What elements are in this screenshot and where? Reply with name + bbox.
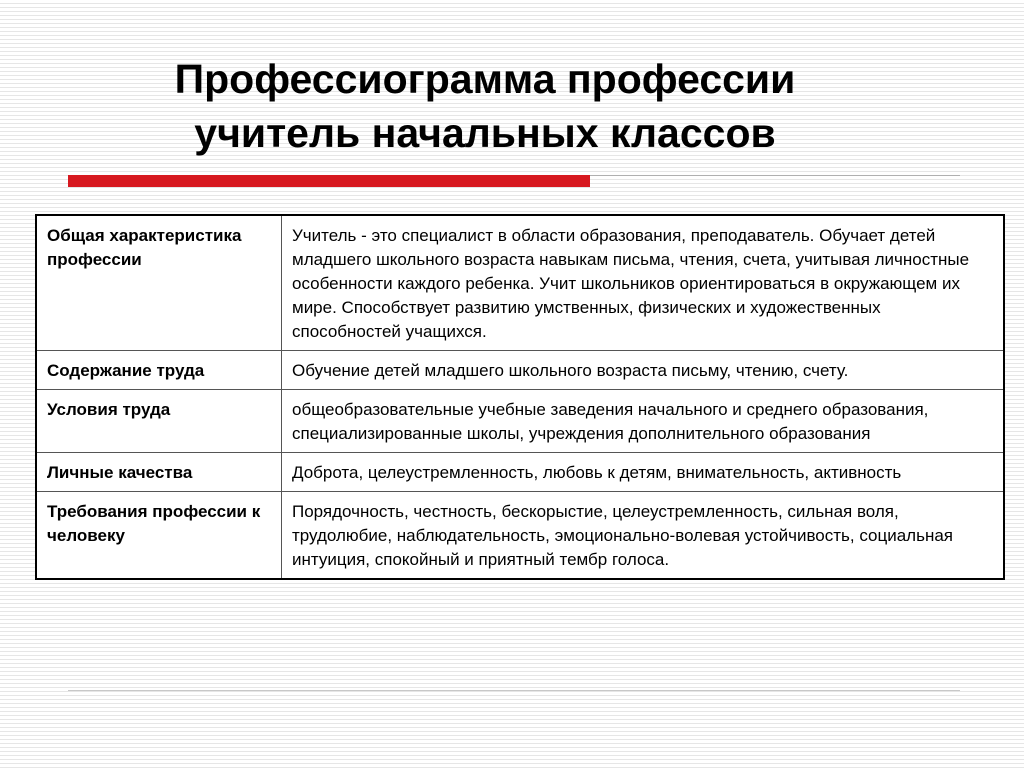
bottom-divider <box>68 690 960 691</box>
row-label: Личные качества <box>36 453 282 492</box>
row-description: Учитель - это специалист в области образования, преподаватель. Обучает детей младшего школьного возраста навыкам письма, чтения, счета, учитывая личностные особенности каждого ребенка. Учит школьников ориентироваться в окружающем их мире. Способствует развитию умственных, физических и художественных способностей учащихся. <box>282 215 1005 351</box>
slide-title <box>0 52 970 160</box>
table-row <box>36 453 1004 492</box>
slide-title-line-2: учитель начальных классов <box>194 110 776 156</box>
profession-profile-table <box>35 214 1005 580</box>
row-label: Требования профессии к человеку <box>36 492 282 580</box>
table-row <box>36 492 1004 580</box>
row-description: Доброта, целеустремленность, любовь к детям, внимательность, активность <box>282 453 1005 492</box>
row-label: Содержание труда <box>36 351 282 390</box>
table-row <box>36 215 1004 351</box>
row-label: Общая характеристика профессии <box>36 215 282 351</box>
table-row <box>36 351 1004 390</box>
row-description: общеобразовательные учебные заведения начального и среднего образования, специализированные школы, учреждения дополнительного образования <box>282 390 1005 453</box>
table-row <box>36 390 1004 453</box>
row-label: Условия труда <box>36 390 282 453</box>
row-description: Обучение детей младшего школьного возраста письму, чтению, счету. <box>282 351 1005 390</box>
row-description: Порядочность, честность, бескорыстие, целеустремленность, сильная воля, трудолюбие, наблюдательность, эмоционально-волевая устойчивость, социальная интуиция, спокойный и приятный тембр голоса. <box>282 492 1005 580</box>
slide-title-line-1: Профессиограмма профессии <box>174 56 796 102</box>
accent-bar-red <box>68 175 590 187</box>
title-accent-rule <box>68 175 960 187</box>
accent-line-gray <box>590 175 960 176</box>
